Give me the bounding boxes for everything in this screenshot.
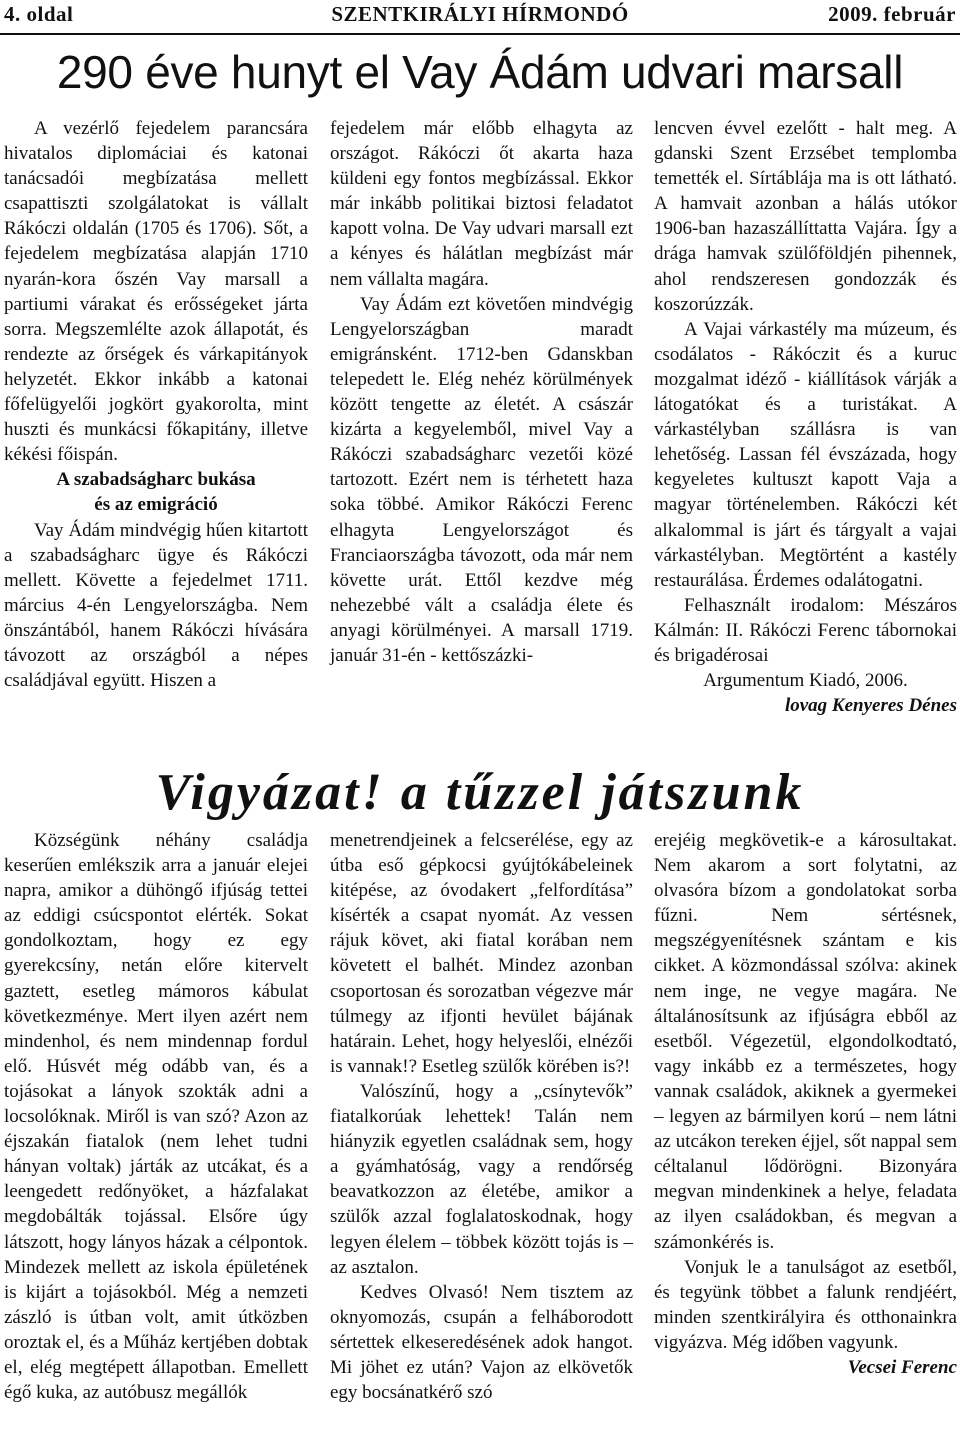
newspaper-name: SZENTKIRÁLYI HÍRMONDÓ: [331, 2, 629, 26]
article2-c2-paragraph-3: Kedves Olvasó! Nem tisztem az oknyomozás, csupán a felháborodott sértettek elkeseredésének adok hangot. Mi jöhet ez után? Vajon az elkövetők egy bocsánatkérő szó: [330, 1281, 633, 1404]
page-header: [0, 0, 960, 34]
issue-date: 2009. február: [828, 2, 956, 26]
article1-c3-paragraph-1: lencven évvel ezelőtt - halt meg. A gdanski Szent Erzsébet templomba temették el. Sírtáblája ma is ott látható. A hamvait azonban a hálás utókor 1906-ban hazaszállíttatta Vajára. Így a drága hamvak szülőföldjén pihennek, ahol rendszeresen gondozzák és koszorúzzák.: [654, 118, 957, 315]
article1-column-3: [654, 116, 957, 718]
article1-subheading-line-2: és az emigráció: [94, 494, 218, 516]
article1-author: lovag Kenyeres Dénes: [784, 695, 957, 717]
article1-column-2: [330, 116, 633, 668]
article1-bibliography: Felhasznált irodalom: Mészáros Kálmán: II. Rákóczi Ferenc tábornokai és brigadérosai: [654, 594, 957, 666]
article2-c1-paragraph-1: Községünk néhány családja keserűen emlékszik arra a január elejei napra, amikor a dühöngő ifjúság tettei az eddigi csúcspontot elérték. Sokat gondolkoztam, hogy ez egy gyerekcsíny, netán előre kitervelt gaztett, esetleg mámoros kábulat következménye. Mert ilyen azért nem mindenhol, és nem mindennap fordul elő. Húsvét még odább van, és a tojásokat a lányok szokták adni a locsolóknak. Miről is van szó? Azon az éjszakán fiatalok (nem lehet tudni hányan voltak) járták az utcákat, és a leengedett redőnyöket, a házfalakat megdobálták tojással. Elsőre úgy látszott, hogy lányos házak a célpontok. Mindezek mellett az iskola épületének is kijárt a tojásokból. Még a nemzeti zászló is útban volt, amit útközben oroztak el, és a Műház kertjében dobtak el, elég megtépett állapotban. Emellett égő kuka, az autóbusz megállók: [4, 830, 308, 1404]
article1-subheading-line-1: A szabadságharc bukása: [56, 469, 256, 491]
article1-c3-paragraph-2: A Vajai várkastély ma múzeum, és csodálatos - Rákóczit és a kuruc mozgalmat idéző - kiállítások várják a látogatókat és a turistákat. A várkastélyban szállásra is van lehetőség. Lassan fél évszázada, hogy kegyeletes kultuszt kapott Vaja a magyar történelemben. Rákóczi két alkalommal is járt és tárgyalt a vajai várkastélyban. Megtörtént a kastély restaurálása. Érdemes odalátogatni.: [654, 318, 957, 591]
article1-title: 290 éve hunyt el Vay Ádám udvari marsall: [56, 46, 904, 98]
article1-column-1: [4, 116, 308, 693]
article2-column-3: [654, 828, 957, 1380]
article2-c3-paragraph-1: erejéig megkövetik-e a károsultakat. Nem akarom a sort folytatni, az olvasóra bízom a gondolatokat sorba fűzni. Nem sértésnek, megszégyenítésnek szántam e kis cikket. A közmondással szólva: akinek nem inge, ne vegye magára. Ne általánosítsunk az ifjúságra ebből az esetből. Végezetül, elgondolkodtató, vagy inkább ez a természetes, hogy vannak családok, akiknek a gyermekei – legyen az bármilyen korú – nem látni az utcákon tereken éjjel, sőt nappal sem céltalanul lődörögni. Bizonyára megvan mindenkinek a helye, feladata az ilyen családokban, és megvan a számonkérés is.: [654, 830, 957, 1253]
page-number: 4. oldal: [4, 2, 74, 26]
article1-c1-paragraph-1: A vezérlő fejedelem parancsára hivatalos diplomáciai és katonai tanácsadói megbízatása mellett csapattiszti szolgálatokat is vállalt Rákóczi oldalán (1705 és 1706). Sőt, a fejedelem megbízatása alapján 1710 nyarán-kora őszén Vay marsall a partiumi várakat és erősségeket járta sorra. Megszemlélte azok állapotát, és rendezte az őrségek és várkapitányok helyzetét. Ekkor inkább a katonai főfelügyelői jogkört gyakorolta, mint huszti és munkácsi főkapitány, illetve kékési főispán.: [4, 118, 308, 466]
article2-column-1: [4, 828, 308, 1405]
article2-c3-paragraph-2: Vonjuk le a tanulságot az esetből, és tegyünk többet a falunk rendjéért, minden szentkirályira és otthonainkra vigyázva. Még időben vagyunk.: [654, 1256, 957, 1353]
article1-c2-paragraph-1: fejedelem már előbb elhagyta az országot. Rákóczi őt akarta haza küldeni egy fontos megbízással. Ekkor már inkább politikai biztosi feladatot kapott volna. De Vay udvari marsall ezt a kényes és hálátlan megbízást már nem vállalta magára.: [330, 118, 633, 290]
article2-column-2: [330, 828, 633, 1405]
article2-author: Vecsei Ferenc: [847, 1356, 957, 1378]
article1-c1-paragraph-2: Vay Ádám mindvégig hűen kitartott a szabadságharc ügye és Rákóczi mellett. Követte a fejedelmet 1711. március 4-én Lengyelországba. Nem önszántából, hanem Rákóczi hívására távozott az országból a népes családjával együtt. Hiszen a: [4, 519, 308, 692]
article2-title: Vigyázat! a tűzzel játszunk: [155, 764, 805, 821]
article1-c2-paragraph-2: Vay Ádám ezt követően mindvégig Lengyelországban maradt emigránsként. 1712-ben Gdanskban telepedett le. Elég nehéz körülmények között tengette az életét. A császár kizárta a kegyelemből, mivel Vay a Rákóczi szabadságharc vezetői közé tartozott. Ezért nem is térhetett haza soka többé. Amikor Rákóczi Ferenc elhagyta Lengyelországot és Franciaországba távozott, oda már nem követte urát. Ettől kezdve még nehezebbé vált a családja élete és anyagi körülményei. A marsall 1719. január 31-én - kettőszázki-: [330, 293, 633, 666]
article2-c2-paragraph-2: Valószínű, hogy a „csínytevők” fiatalkorúak lehettek! Talán nem hiányzik egyetlen családnak sem, hogy a gyámhatóság, vagy a rendőrség beavatkozzon az életébe, amikor a szülők azzal foglalatoskodnak, hogy legyen élelem – többek között tojás is – az asztalon.: [330, 1080, 633, 1278]
header-rule: [0, 33, 960, 35]
article1-publisher: Argumentum Kiadó, 2006.: [703, 670, 908, 692]
article2-c2-paragraph-1: menetrendjeinek a felcserélése, egy az útba eső gépkocsi gyújtókábeleinek kitépése, az óvodakert „felfordítása” kísérték a csapat nyomát. Az vessen rájuk követ, aki fiatal korában nem követett el balhét. Mindez azonban csoportosan és sorozatban végezve már túlmegy az ifjonti hevület bájának határain. Lehet, hogy helyeslői, elnézői is vannak!? Esetleg szülők körében is?!: [330, 830, 633, 1077]
